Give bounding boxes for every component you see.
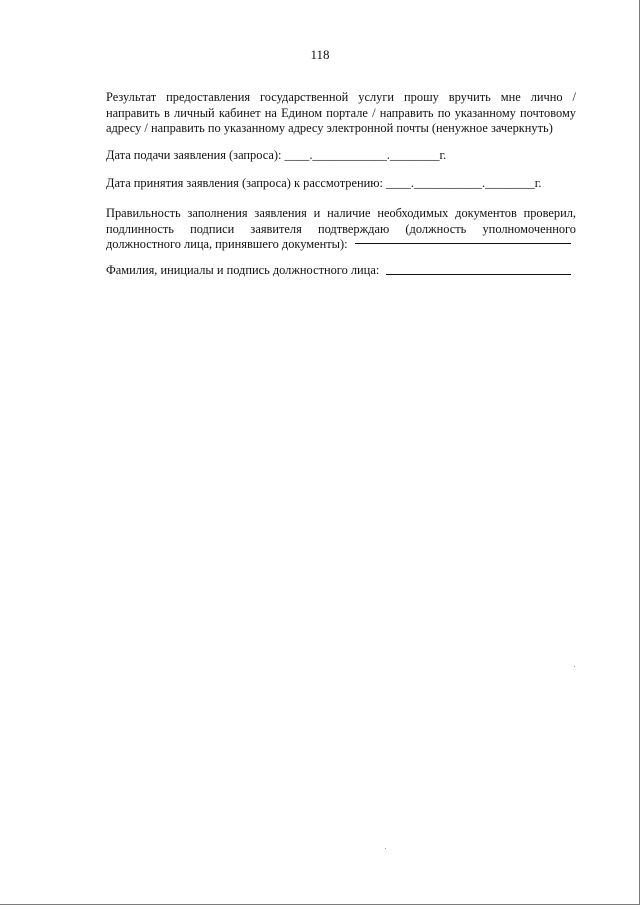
scan-speck [385,848,386,849]
acceptance-date-line: Дата принятия заявления (запроса) к рассмотрению: ____.___________.________г. [106,176,542,190]
result-delivery-paragraph: Результат предоставления государственной услуги прошу вручить мне лично / направить в личный кабинет на Едином портале / направить по указанному почтовому адресу / направить по указанному адресу электронной почты (ненужное зачеркнуть) [106,90,576,135]
page-number: 118 [310,47,330,62]
submission-date-line: Дата подачи заявления (запроса): ____.____________.________г. [106,148,447,162]
official-signature-label: Фамилия, инициалы и подпись должностного лица: [106,263,380,277]
scan-speck [574,666,575,667]
official-position-fill-line [355,243,571,244]
verification-paragraph: Правильность заполнения заявления и наличие необходимых документов проверил, подлинность подписи заявителя подтверждаю (должность уполномоченного должностного лица, принявшего документы): [106,206,576,251]
official-signature-fill-line [386,274,571,275]
